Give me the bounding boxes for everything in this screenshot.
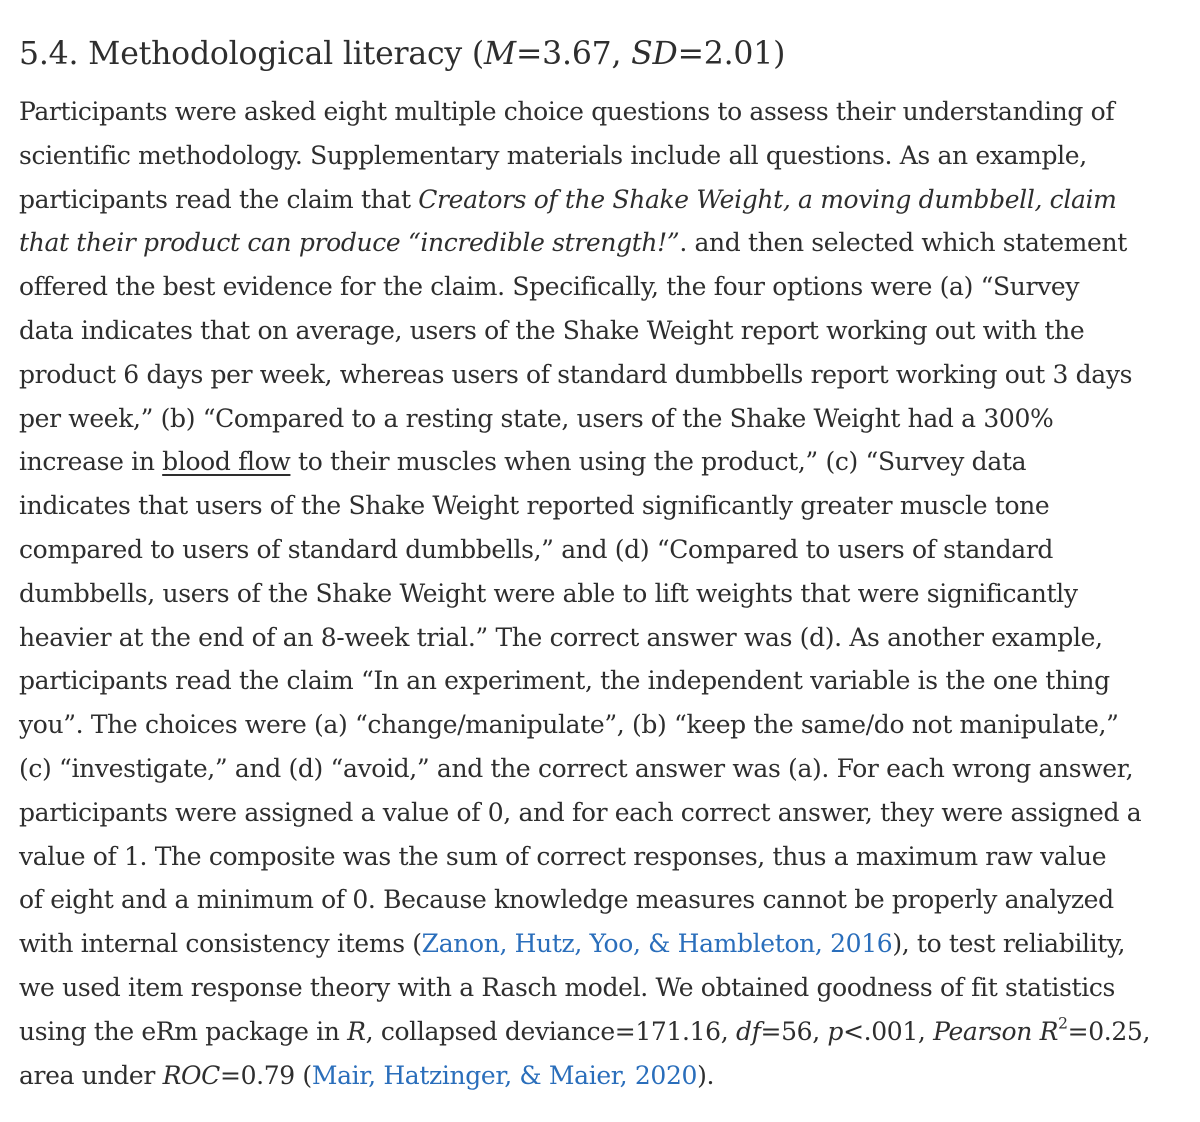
text-line: data indicates that on average, users of the Shake Weight report working out with the <box>19 315 1085 345</box>
text-line: per week,” (b) “Compared to a resting state, users of the Shake Weight had a 300% <box>19 403 1054 433</box>
section-heading <box>19 28 1170 80</box>
text-line: offered the best evidence for the claim. Specifically, the four options were (a) “Survey <box>19 272 1080 302</box>
example-claim: Creators of the Shake Weight, a moving dumbbell, claim <box>418 184 1117 214</box>
text-line: area under ROC=0.79 (Mair, Hatzinger, & Maier, 2020). <box>19 1060 715 1090</box>
example-claim: that their product can produce “incredible strength!” <box>19 228 680 258</box>
blood-flow-term-link[interactable]: blood flow <box>162 447 291 477</box>
text-line: indicates that users of the Shake Weight reported significantly greater muscle tone <box>19 491 1050 521</box>
text-line: scientific methodology. Supplementary materials include all questions. As an example, <box>19 140 1087 170</box>
text-line: value of 1. The composite was the sum of correct responses, thus a maximum raw value <box>19 841 1107 871</box>
text-line: we used item response theory with a Rasch model. We obtained goodness of fit statistics <box>19 972 1116 1002</box>
text-line: dumbbells, users of the Shake Weight were able to lift weights that were significantly <box>19 578 1078 608</box>
body-paragraph <box>19 90 1170 1097</box>
section-stats: (M=3.67, SD=2.01) <box>471 36 786 72</box>
text-line: that their product can produce “incredible strength!”. and then selected which statement <box>19 228 1127 258</box>
text-line: heavier at the end of an 8-week trial.” The correct answer was (d). As another example, <box>19 622 1103 652</box>
citation-link-zanon-2016[interactable]: Zanon, Hutz, Yoo, & Hambleton, 2016 <box>421 929 893 959</box>
text-line: with internal consistency items (Zanon, Hutz, Yoo, & Hambleton, 2016), to test reliability, <box>19 929 1126 959</box>
section-title: Methodological literacy <box>88 36 462 72</box>
text-line: participants were assigned a value of 0, and for each correct answer, they were assigned a <box>19 797 1142 827</box>
section-number: 5.4. <box>19 36 79 72</box>
text-line: participants read the claim that Creators of the Shake Weight, a moving dumbbell, claim <box>19 184 1117 214</box>
text-line: increase in blood flow to their muscles when using the product,” (c) “Survey data <box>19 447 1027 477</box>
text-line: compared to users of standard dumbbells,” and (d) “Compared to users of standard <box>19 534 1054 564</box>
text-line: participants read the claim “In an experiment, the independent variable is the one thing <box>19 666 1110 696</box>
text-line: using the eRm package in R, collapsed deviance=171.16, df=56, p<.001, Pearson $R^2=0.25$, <box>19 1014 1151 1046</box>
text-line: you”. The choices were (a) “change/manipulate”, (b) “keep the same/do not manipulate,” <box>19 710 1119 740</box>
text-line: product 6 days per week, whereas users of standard dumbbells report working out 3 days <box>19 359 1133 389</box>
text-line: of eight and a minimum of 0. Because knowledge measures cannot be properly analyzed <box>19 885 1114 915</box>
text-line: (c) “investigate,” and (d) “avoid,” and the correct answer was (a). For each wrong answer, <box>19 753 1134 783</box>
text-line: Participants were asked eight multiple choice questions to assess their understanding of <box>19 97 1115 126</box>
citation-link-mair-2020[interactable]: Mair, Hatzinger, & Maier, 2020 <box>311 1060 698 1090</box>
